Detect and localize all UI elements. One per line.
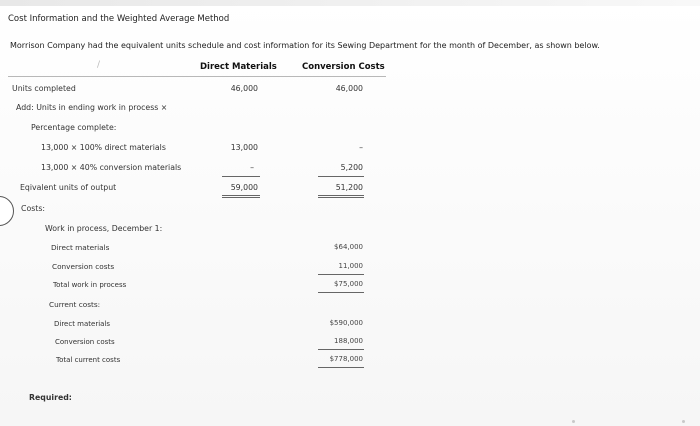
label-equivalent-units: Eqivalent units of output: [20, 183, 117, 192]
scroll-tab: [0, 196, 14, 226]
label-current-conversion-costs: Conversion costs: [55, 338, 115, 346]
label-wip-december-1: Work in process, December 1:: [45, 224, 163, 233]
top-edge: [0, 0, 700, 6]
rule-subtotal-dm: [222, 176, 260, 177]
label-current-costs: Current costs:: [49, 300, 101, 309]
label-current-direct-materials: Direct materials: [54, 320, 111, 328]
value-units-completed-dm: 46,000: [230, 84, 258, 93]
label-dm-percentage: 13,000 × 100% direct materials: [41, 143, 166, 152]
scan-speck: [682, 420, 685, 423]
value-equivalent-units-dm: 59,000: [230, 183, 258, 192]
label-total-current-costs: Total current costs: [56, 356, 121, 364]
rule-current-total: [318, 367, 364, 368]
rule-subtotal-cc: [318, 176, 364, 177]
label-wip-conversion-costs: Conversion costs: [52, 262, 115, 271]
label-wip-direct-materials: Direct materials: [51, 243, 110, 252]
value-dm-percentage-dm: 13,000: [230, 143, 258, 152]
label-units-completed: Units completed: [12, 84, 76, 93]
value-wip-direct-materials: $64,000: [334, 243, 363, 251]
scan-speck: [572, 420, 575, 423]
value-units-completed-cc: 46,000: [335, 84, 363, 93]
label-costs: Costs:: [21, 204, 46, 213]
value-total-current-costs: $778,000: [329, 355, 363, 363]
column-header-direct-materials: Direct Materials: [200, 62, 277, 72]
label-cc-percentage: 13,000 × 40% conversion materials: [41, 163, 182, 172]
value-cc-percentage-cc: 5,200: [340, 163, 363, 172]
value-wip-conversion-costs: 11,000: [338, 262, 363, 270]
value-equivalent-units-cc: 51,200: [335, 183, 363, 192]
column-header-conversion-costs: Conversion Costs: [302, 62, 385, 72]
pencil-mark: /: [97, 60, 101, 70]
rule-total-dm: [222, 195, 260, 198]
label-required: Required:: [29, 393, 72, 402]
value-dm-percentage-cc: –: [359, 143, 363, 152]
value-current-conversion-costs: 188,000: [334, 337, 363, 345]
rule-wip-total: [318, 292, 364, 293]
rule-total-cc: [318, 195, 364, 198]
rule-current-subtotal: [318, 349, 364, 350]
value-total-wip: $75,000: [334, 280, 363, 288]
label-total-wip: Total work in process: [53, 281, 127, 289]
intro-text: Morrison Company had the equivalent units schedule and cost information for its Sewing Department for the month of December, as shown below.: [10, 41, 600, 50]
label-percentage-complete: Percentage complete:: [31, 123, 117, 132]
label-add-ending-wip: Add: Units in ending work in process ×: [16, 103, 168, 112]
value-cc-percentage-dm: –: [250, 163, 254, 172]
rule-wip-subtotal: [318, 274, 364, 275]
document-title: Cost Information and the Weighted Average Method: [8, 14, 230, 24]
header-divider: [8, 76, 386, 77]
value-current-direct-materials: $590,000: [329, 319, 363, 327]
